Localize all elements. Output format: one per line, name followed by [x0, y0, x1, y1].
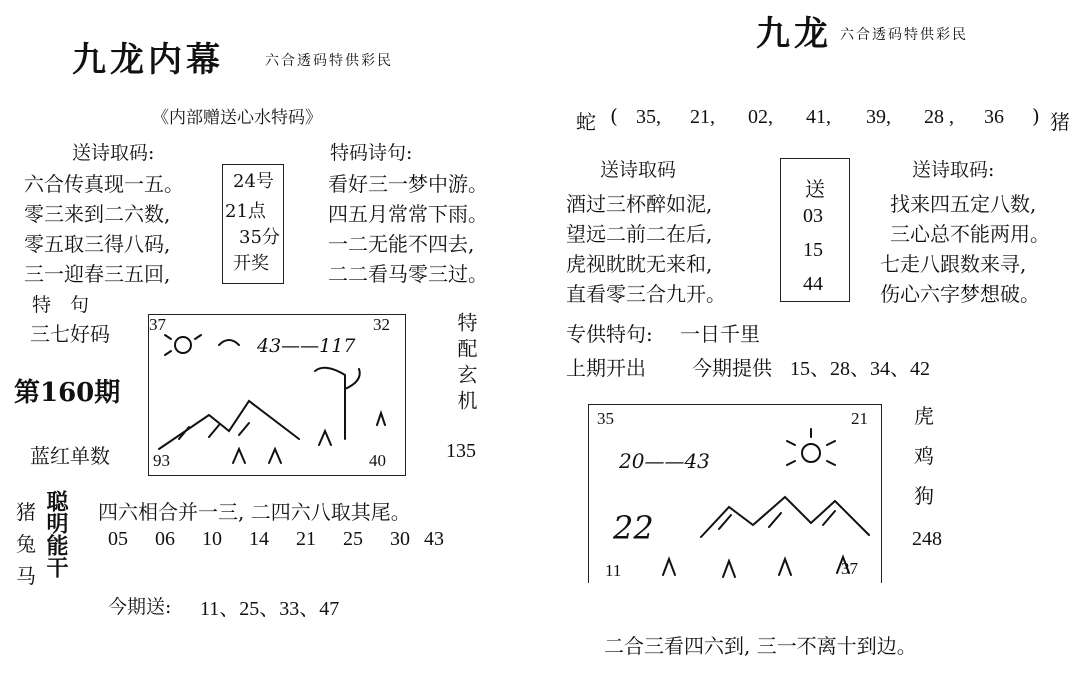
draw-time-line: 开奖 — [233, 253, 269, 274]
left-draw-time-box — [222, 164, 284, 284]
sun-icon — [802, 444, 820, 462]
mountain-icon — [701, 497, 869, 537]
sketch-corner: 21 — [851, 409, 868, 428]
right-title: 九龙 — [756, 14, 832, 54]
right-sketch-frame — [588, 404, 882, 583]
left-poem1-line: 零三来到二六数, — [24, 202, 171, 226]
right-today-numbers: 15、28、34、42 — [790, 358, 930, 380]
sketch-corner: 37 — [841, 559, 858, 578]
right-gift-box — [780, 158, 850, 302]
sketch-corner: 35 — [597, 409, 614, 428]
mountain-shade-icon — [179, 423, 249, 439]
number-cell: 10 — [202, 528, 222, 550]
draw-time-line: 21点 — [225, 201, 266, 222]
snake-number: 41, — [806, 106, 831, 128]
right-poem1-line: 望远二前二在后, — [566, 222, 713, 246]
left-sketch-frame — [148, 314, 406, 476]
sun-rays-icon — [787, 429, 835, 465]
left-poem1-line: 零五取三得八码, — [24, 232, 171, 256]
tree-icon — [315, 368, 360, 439]
left-special-line: 三七好码 — [30, 322, 110, 346]
left-header: 《内部赠送心水特码》 — [152, 108, 322, 128]
smart-vertical: 聪明能干 — [43, 490, 69, 578]
snake-label: 蛇 — [576, 110, 596, 134]
sketch-scribble: 43——117 — [257, 335, 356, 357]
number-cell: 21 — [296, 528, 316, 550]
snake-number: 21, — [690, 106, 715, 128]
right-special-label: 专供特句: — [566, 322, 653, 346]
pig-label: 猪 — [1050, 110, 1070, 134]
right-poem2-title: 送诗取码: — [912, 159, 995, 181]
paren-close-glyph: ) — [1032, 104, 1040, 128]
side-animal-label: 虎 — [914, 404, 934, 428]
number-cell: 30 — [390, 528, 410, 550]
right-sketch-drawing — [589, 405, 881, 583]
sketch-corner: 37 — [149, 315, 166, 334]
left-side-vertical: 特配玄机 — [454, 312, 478, 416]
left-subtitle: 六合透码特供彩民 — [265, 53, 393, 69]
right-poem2-line: 三心总不能两用。 — [890, 222, 1050, 246]
animal-label: 马 — [16, 564, 36, 588]
issue-number: 第160期 — [14, 378, 121, 408]
animal-label: 兔 — [16, 532, 36, 556]
sketch-corner: 11 — [605, 561, 622, 580]
sketch-corner: 40 — [369, 451, 386, 470]
right-poem1-line: 酒过三杯醉如泥, — [566, 192, 713, 216]
left-special-label: 特 句 — [32, 294, 90, 316]
draw-time-line: 24号 — [233, 171, 274, 192]
left-poem2-title: 特码诗句: — [330, 142, 413, 164]
right-poem1-line: 直看零三合九开。 — [566, 282, 726, 306]
right-special-text: 一日千里 — [680, 322, 760, 346]
draw-time-line: 35分 — [239, 227, 280, 248]
right-poem2-line: 七走八跟数来寻, — [880, 252, 1027, 276]
animal-label: 猪 — [16, 500, 36, 524]
right-subtitle: 六合透码特供彩民 — [840, 27, 968, 43]
sketch-big-number: 22 — [613, 509, 654, 547]
left-rhyme: 四六相合并一三, 二四六八取其尾。 — [98, 500, 411, 524]
side-animal-label: 狗 — [914, 484, 934, 508]
right-poem1-line: 虎视眈眈无来和, — [566, 252, 713, 276]
gift-box-line: 03 — [803, 205, 823, 227]
grass-icon — [663, 557, 849, 577]
right-footer: 二合三看四六到, 三一不离十到边。 — [604, 634, 917, 658]
sketch-corner: 32 — [373, 315, 390, 334]
snake-number: 35, — [636, 106, 661, 128]
left-poem2-line: 四五月常常下雨。 — [328, 202, 488, 226]
color-label: 蓝红单数 — [30, 444, 110, 468]
number-cell: 05 — [108, 528, 128, 550]
right-side-number: 248 — [912, 528, 942, 550]
number-cell: 43 — [424, 528, 444, 550]
left-today-numbers: 11、25、33、47 — [200, 598, 340, 620]
left-poem1-line: 三一迎春三五回, — [24, 262, 171, 286]
snake-number: 39, — [866, 106, 891, 128]
right-poem2-line: 伤心六字梦想破。 — [880, 282, 1040, 306]
right-today-label: 今期提供 — [692, 356, 772, 380]
sketch-scribble: 20——43 — [619, 449, 710, 473]
gift-box-line: 15 — [803, 239, 823, 261]
paren-open-glyph: ( — [610, 104, 618, 128]
grass-icon — [233, 413, 385, 463]
right-poem1-title: 送诗取码 — [600, 159, 677, 181]
left-side-number: 135 — [446, 440, 476, 462]
gift-box-line: 44 — [803, 273, 823, 295]
left-today-label: 今期送: — [108, 596, 172, 618]
mountain-icon — [159, 401, 299, 449]
number-cell: 06 — [155, 528, 175, 550]
left-poem2-line: 看好三一梦中游。 — [328, 172, 488, 196]
right-poem2-line: 找来四五定八数, — [890, 192, 1037, 216]
left-poem2-line: 一二无能不四去, — [328, 232, 475, 256]
gift-box-line: 送 — [805, 177, 825, 201]
scribble-mark — [219, 340, 239, 345]
left-title: 九龙内幕 — [72, 40, 224, 80]
snake-number: 02, — [748, 106, 773, 128]
number-cell: 25 — [343, 528, 363, 550]
left-poem1-line: 六合传真现一五。 — [24, 172, 184, 196]
number-cell: 14 — [249, 528, 269, 550]
left-poem2-line: 二二看马零三过。 — [328, 262, 488, 286]
snake-number: 28 , — [924, 106, 954, 128]
left-sketch-drawing — [149, 315, 405, 475]
side-animal-label: 鸡 — [914, 444, 934, 468]
last-draw-label: 上期开出 — [566, 356, 646, 380]
left-poem1-title: 送诗取码: — [72, 142, 155, 164]
sketch-corner: 93 — [153, 451, 170, 470]
sun-icon — [175, 337, 191, 353]
snake-number: 36 — [984, 106, 1004, 128]
